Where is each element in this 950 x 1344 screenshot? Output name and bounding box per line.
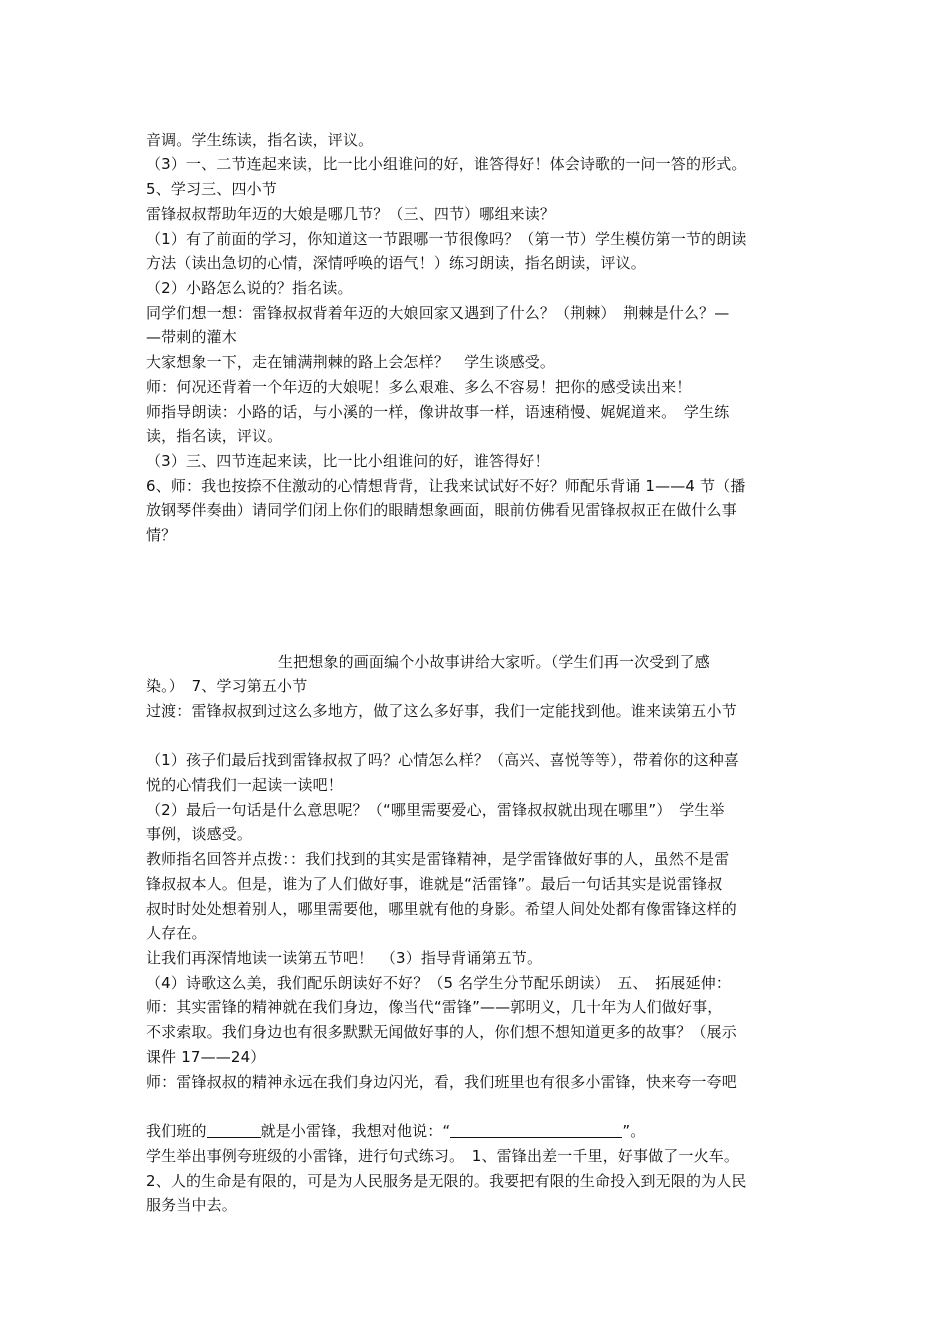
text-line: 学生举出事例夸班级的小雷锋，进行句式练习。 1、雷锋出差一千里，好事做了一火车。 [146, 1147, 740, 1165]
text-line: （1）有了前面的学习，你知道这一节跟哪一节很像吗？（第一节）学生模仿第一节的朗读 [146, 230, 747, 248]
text-line: 方法（读出急切的心情，深情呼唤的语气！）练习朗读，指名朗读，评议。 [146, 254, 646, 272]
text-line: 师：何况还背着一个年迈的大娘呢！多么艰难、多么不容易！把你的感受读出来！ [146, 378, 692, 396]
fill-in-before: 我们班的 [146, 1122, 207, 1140]
text-line: 6、师：我也按捺不住激动的心情想背背，让我来试试好不好？师配乐背诵 1——4 节（播 [146, 477, 746, 495]
section-heading: 5、学习三、四小节 [146, 180, 277, 198]
text-line: 音调。学生练读，指名读，评议。 [146, 131, 374, 149]
fill-in-after: ”。 [622, 1122, 646, 1140]
text-line: 课件 17——24） [146, 1048, 266, 1066]
text-line: 事例，谈感受。 [146, 825, 253, 843]
text-line: 师指导朗读：小路的话，与小溪的一样，像讲故事一样，语速稍慢、娓娓道来。 学生练 [146, 403, 730, 421]
text-line: 锋叔叔本人。但是，谁为了人们做好事，谁就是“活雷锋”。最后一句话其实是说雷锋叔 [146, 875, 723, 893]
text-line: 教师指名回答并点拨：：我们找到的其实是雷锋精神，是学雷锋做好事的人，虽然不是雷 [146, 850, 730, 868]
text-line: （2）小路怎么说的？指名读。 [146, 279, 353, 297]
fill-in-middle: 就是小雷锋，我想对他说：“ [260, 1122, 451, 1140]
text-line: 生把想象的画面编个小故事讲给大家听。（学生们再一次受到了感 [278, 653, 710, 671]
text-line: 不求索取。我们身边也有很多默默无闻做好事的人，你们想不想知道更多的故事？（展示 [146, 1023, 737, 1041]
text-line: 情？ [146, 526, 177, 544]
text-line: 染。） 7、学习第五小节 [146, 677, 308, 695]
text-line: （3）一、二节连起来读，比一比小组谁问的好，谁答得好！体会诗歌的一问一答的形式。 [146, 155, 747, 173]
text-line: 放钢琴伴奏曲）请同学们闭上你们的眼睛想象画面，眼前仿佛看见雷锋叔叔正在做什么事 [146, 501, 737, 519]
text-line: （3）三、四节连起来读，比一比小组谁问的好，谁答得好！ [146, 452, 550, 470]
text-line: 叔时时处处想着别人，哪里需要他，哪里就有他的身影。希望人间处处都有像雷锋这样的 [146, 900, 737, 918]
text-line: 过渡：雷锋叔叔到过这么多地方，做了这么多好事，我们一定能找到他。谁来读第五小节 [146, 702, 737, 720]
text-line: （4）诗歌这么美，我们配乐朗读好不好？（5 名学生分节配乐朗读） 五、 拓展延伸： [146, 974, 732, 992]
fill-in-blank [450, 1122, 622, 1138]
text-line: （2）最后一句话是什么意思呢？（“哪里需要爱心，雷锋叔叔就出现在哪里”） 学生举 [146, 801, 725, 819]
text-line: —带刺的灌木 [146, 328, 237, 346]
text-line: 服务当中去。 [146, 1196, 237, 1214]
text-line: 人存在。 [146, 924, 207, 942]
text-line: 师：雷锋叔叔的精神永远在我们身边闪光，看，我们班里也有很多小雷锋，快来夸一夸吧 [146, 1073, 737, 1091]
text-line: （1）孩子们最后找到雷锋叔叔了吗？心情怎么样？（高兴、喜悦等等），带着你的这种喜 [146, 751, 740, 769]
text-line: 2、人的生命是有限的，可是为人民服务是无限的。我要把有限的生命投入到无限的为人民 [146, 1172, 747, 1190]
text-line: 让我们再深情地读一读第五节吧！ （3）指导背诵第五节。 [146, 949, 543, 967]
text-line: 同学们想一想：雷锋叔叔背着年迈的大娘回家又遇到了什么？（荆棘） 荆棘是什么？— [146, 304, 730, 322]
text-line: 悦的心情我们一起读一读吧！ [146, 776, 343, 794]
fill-in-sentence [146, 1119, 826, 1143]
text-line: 大家想象一下，走在铺满荆棘的路上会怎样？ 学生谈感受。 [146, 353, 556, 371]
text-line: 读，指名读，评议。 [146, 427, 283, 445]
text-line: 雷锋叔叔帮助年迈的大娘是哪几节？（三、四节）哪组来读？ [146, 205, 556, 223]
fill-in-blank [207, 1122, 261, 1138]
text-line: 师：其实雷锋的精神就在我们身边，像当代“雷锋”——郭明义，几十年为人们做好事， [146, 998, 723, 1016]
